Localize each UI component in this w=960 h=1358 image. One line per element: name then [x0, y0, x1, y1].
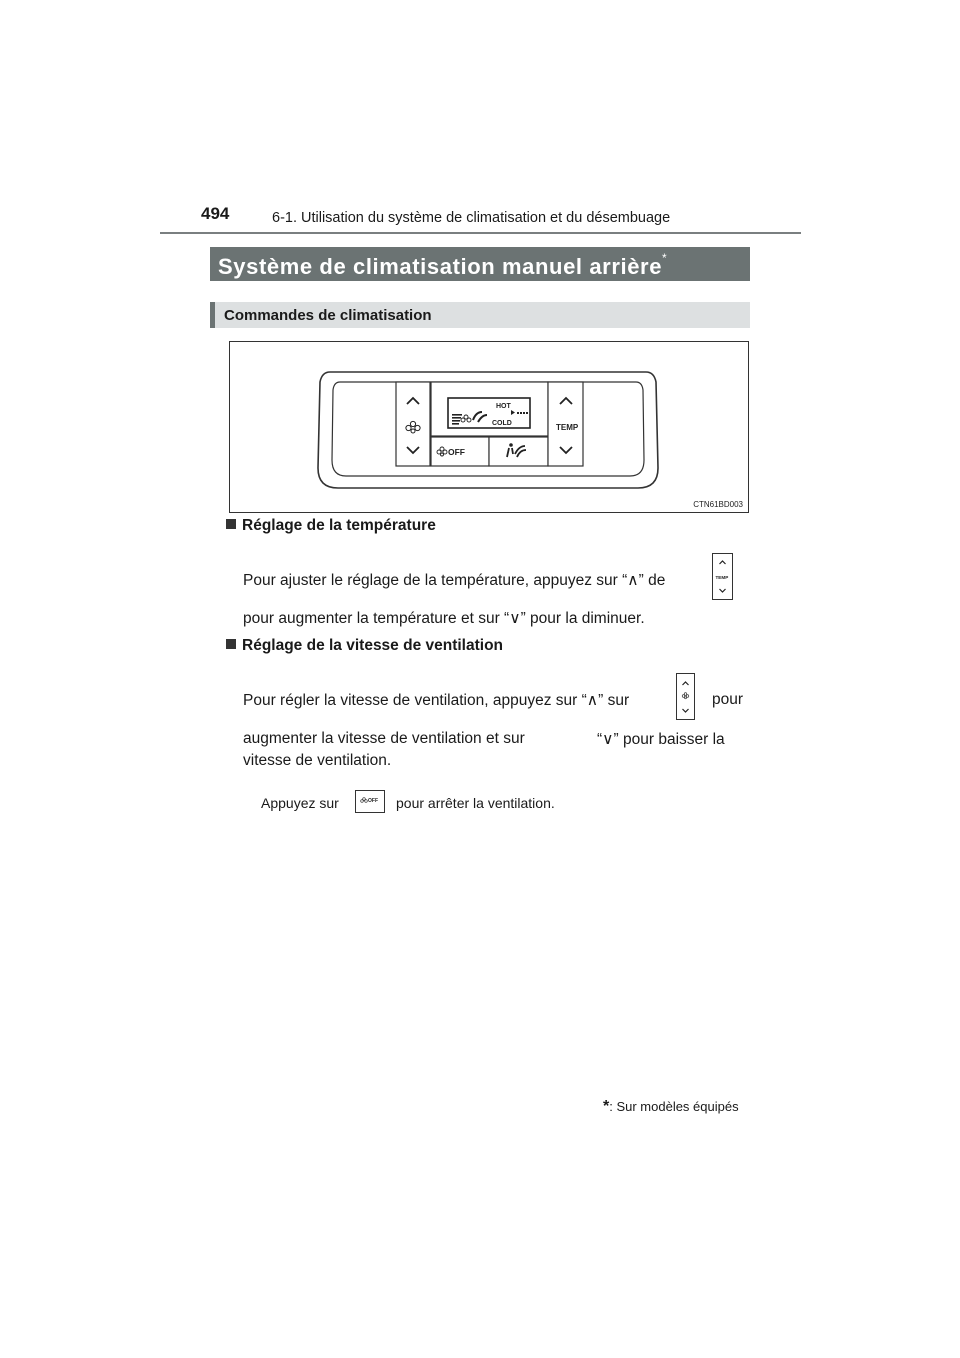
off-note-after: pour arrêter la ventilation. [396, 795, 555, 811]
temperature-heading [226, 517, 436, 535]
subtitle: Commandes de climatisation [224, 307, 432, 324]
text-fragment: Pour régler la vitesse de ventilation, appuyez sur “ [243, 692, 587, 709]
ventilation-line-3: vitesse de ventilation. [243, 752, 392, 769]
fan-icon [361, 798, 368, 803]
fan-icon [682, 693, 689, 699]
ventilation-line-2-end [597, 730, 725, 749]
page-title-text: Système de climatisation manuel arrière [218, 254, 663, 279]
temperature-heading-text: Réglage de la température [242, 517, 436, 534]
header-divider [160, 232, 801, 234]
down-symbol: ∨ [509, 610, 521, 627]
off-label: OFF [448, 447, 465, 457]
temp-label: TEMP [556, 423, 579, 432]
text-fragment: ” sur [598, 692, 630, 709]
page-title [218, 251, 667, 280]
off-icon-label: OFF [368, 798, 378, 804]
page-title-bar [210, 247, 750, 281]
temp-icon-label: TEMP [715, 575, 729, 580]
equipment-marker: * [662, 251, 668, 265]
hot-label: HOT [496, 403, 511, 410]
temperature-line-1 [243, 571, 665, 590]
heading-bullet [226, 519, 236, 529]
footnote-text: : Sur modèles équipés [609, 1099, 739, 1114]
down-symbol: ∨ [602, 731, 614, 748]
section-header: 6-1. Utilisation du système de climatisation et du désembuage [272, 210, 671, 226]
ventilation-line-2-start: augmenter la vitesse de ventilation et sur [243, 730, 525, 747]
temperature-line-2 [243, 609, 645, 628]
control-panel-illustration [230, 342, 748, 512]
subtitle-bar [210, 302, 750, 328]
ventilation-line-1-end: pour [712, 691, 744, 708]
temp-button-icon [712, 553, 733, 600]
up-symbol: ∧ [627, 572, 639, 589]
off-button-icon [355, 790, 385, 813]
page-number: 494 [201, 204, 230, 223]
text-fragment: pour augmenter la température et sur “ [243, 610, 510, 627]
text-fragment: ” pour baisser la [613, 731, 725, 748]
temperature-rocker [548, 382, 583, 466]
fan-off-button [431, 437, 489, 466]
footnote-marker: * [603, 1098, 610, 1115]
up-symbol: ∧ [586, 692, 599, 709]
fan-button-icon [676, 673, 695, 720]
figure-code: CTN61BD003 [693, 500, 743, 509]
control-panel-figure [229, 341, 749, 513]
text-fragment: ” pour la diminuer. [520, 610, 645, 627]
text-fragment: “ [597, 731, 603, 748]
subtitle-accent [210, 302, 215, 328]
text-fragment: Pour ajuster le réglage de la température, appuyez sur “ [243, 572, 628, 589]
ventilation-line-1-start [243, 691, 629, 710]
ventilation-heading [226, 637, 503, 655]
footnote [603, 1098, 739, 1116]
status-display [431, 382, 548, 436]
ventilation-heading-text: Réglage de la vitesse de ventilation [242, 637, 504, 654]
text-fragment: ” de [638, 572, 666, 589]
fan-speed-rocker [396, 382, 430, 466]
off-note-before: Appuyez sur [261, 795, 339, 811]
cold-label: COLD [492, 420, 512, 427]
airflow-mode-button [489, 437, 548, 466]
heading-bullet [226, 639, 236, 649]
